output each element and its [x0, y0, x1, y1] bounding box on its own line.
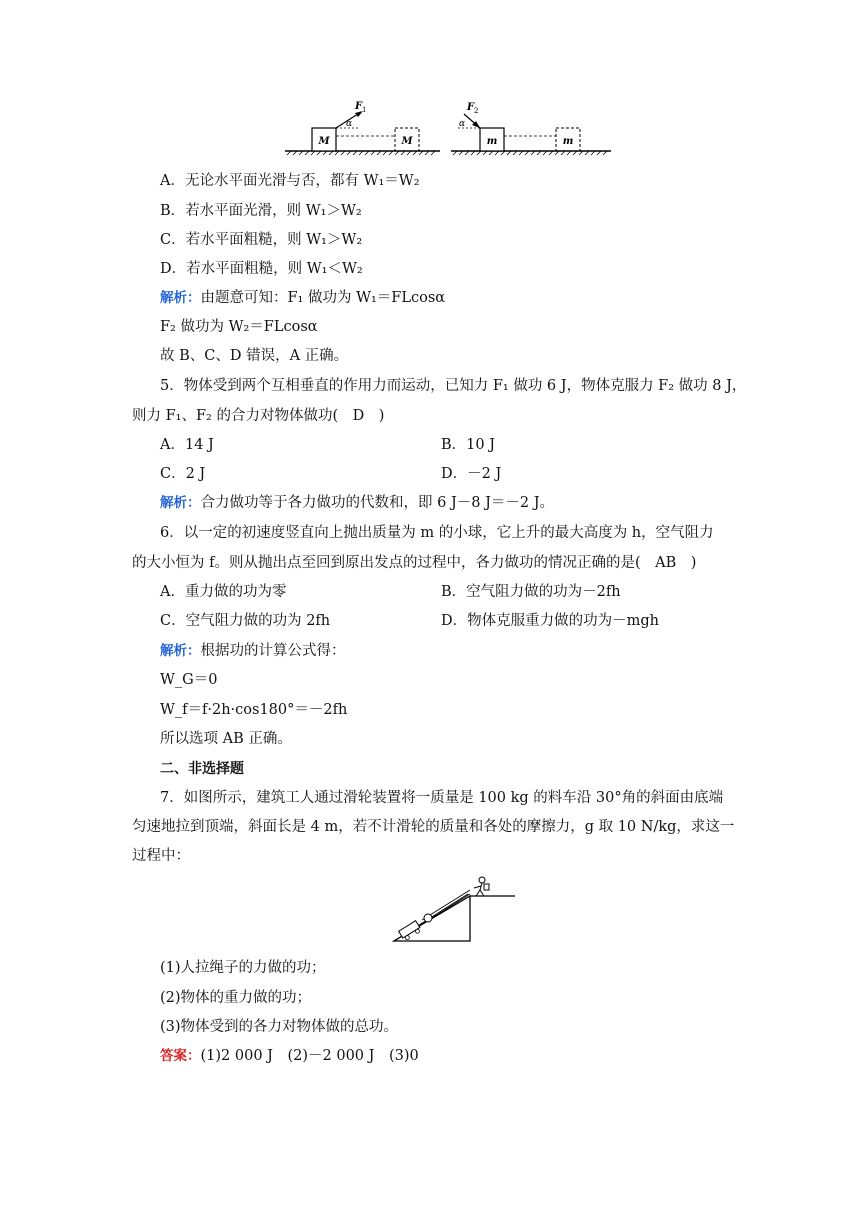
worker-figure — [474, 877, 489, 896]
q6-analysis-line-3: W_f＝f·2h·cos180°＝－2fh — [160, 702, 348, 718]
q7-answer-text: (1)2 000 J (2)－2 000 J (3)0 — [200, 1048, 419, 1064]
label-m-ghost: m — [562, 136, 574, 147]
label-M: M — [318, 136, 330, 147]
analysis-tag: 解析： — [160, 495, 201, 511]
q7-sub-2: (2)物体的重力做的功； — [160, 990, 312, 1006]
label-F2-sub: 2 — [474, 107, 479, 115]
q4-option-d: D．若水平面粗糙，则 W₁＜W₂ — [160, 261, 363, 277]
q4-analysis-text-1: 由题意可知：F₁ 做功为 W₁＝FLcosα — [200, 290, 446, 306]
q4-option-a: A．无论水平面光滑与否，都有 W₁＝W₂ — [160, 173, 420, 189]
q7-answer — [160, 1046, 419, 1066]
q4-analysis-line-1 — [160, 288, 445, 308]
q6-stem-line-2: 的大小恒为 f。则从抛出点至回到原出发点的过程中，各力做功的情况正确的是( AB ) — [132, 555, 697, 571]
q7-sub-1: (1)人拉绳子的力做的功； — [160, 960, 326, 976]
section-heading: 二、非选择题 — [160, 761, 244, 777]
label-F2: F — [467, 102, 475, 113]
q7-stem-line-1: 7．如图所示，建筑工人通过滑轮装置将一质量是 100 kg 的料车沿 30°角的斜面由底端 — [160, 790, 724, 806]
q5-option-d: D．－2 J — [441, 466, 502, 482]
q5-analysis — [160, 493, 554, 513]
analysis-tag: 解析： — [160, 643, 201, 659]
q4-analysis-line-3: 故 B、C、D 错误，A 正确。 — [160, 348, 349, 364]
label-m: m — [486, 136, 498, 147]
label-M-ghost: M — [401, 136, 413, 147]
label-alpha-1: α — [346, 119, 353, 129]
force-diagram — [283, 100, 613, 160]
label-F1: F — [355, 101, 363, 112]
q4-analysis-line-2: F₂ 做功为 W₂＝FLcosα — [160, 319, 318, 335]
analysis-tag: 解析： — [160, 290, 201, 306]
q5-stem-line-1: 5．物体受到两个互相垂直的作用力而运动，已知力 F₁ 做功 6 J，物体克服力 F₂ 做功 8 J， — [160, 378, 747, 394]
label-alpha-2: α — [459, 119, 466, 129]
q5-stem-line-2: 则力 F₁、F₂ 的合力对物体做功( D ) — [132, 408, 385, 424]
label-F1-sub: 1 — [362, 106, 367, 114]
q5-option-b: B．10 J — [441, 437, 496, 453]
pulley — [424, 914, 432, 922]
q6-option-d: D．物体克服重力做的功为－mgh — [441, 613, 659, 629]
q6-analysis-text-1: 根据功的计算公式得： — [200, 643, 346, 659]
incline-diagram — [390, 874, 530, 946]
q5-option-a: A．14 J — [160, 437, 214, 453]
q6-option-c: C．空气阻力做的功为 2fh — [160, 613, 331, 629]
q6-option-b: B．空气阻力做的功为－2fh — [441, 584, 621, 600]
answer-tag: 答案： — [160, 1048, 201, 1064]
q4-option-c: C．若水平面粗糙，则 W₁＞W₂ — [160, 232, 363, 248]
q5-option-c: C．2 J — [160, 466, 206, 482]
q5-analysis-text: 合力做功等于各力做功的代数和，即 6 J－8 J＝－2 J。 — [200, 495, 555, 511]
q7-stem-line-2: 匀速地拉到顶端，斜面长是 4 m，若不计滑轮的质量和各处的摩擦力，g 取 10 N/kg，求这一 — [132, 819, 735, 835]
q7-sub-3: (3)物体受到的各力对物体做的总功。 — [160, 1019, 399, 1035]
q7-stem-line-3: 过程中： — [132, 848, 190, 864]
q6-option-a: A．重力做的功为零 — [160, 584, 287, 600]
q6-analysis-line-2: W_G＝0 — [160, 672, 218, 688]
q4-option-b: B．若水平面光滑，则 W₁＞W₂ — [160, 203, 362, 219]
q6-analysis-line-4: 所以选项 AB 正确。 — [160, 731, 292, 747]
q6-stem-line-1: 6．以一定的初速度竖直向上抛出质量为 m 的小球，它上升的最大高度为 h，空气阻力 — [160, 525, 714, 541]
q6-analysis-line-1 — [160, 641, 346, 661]
